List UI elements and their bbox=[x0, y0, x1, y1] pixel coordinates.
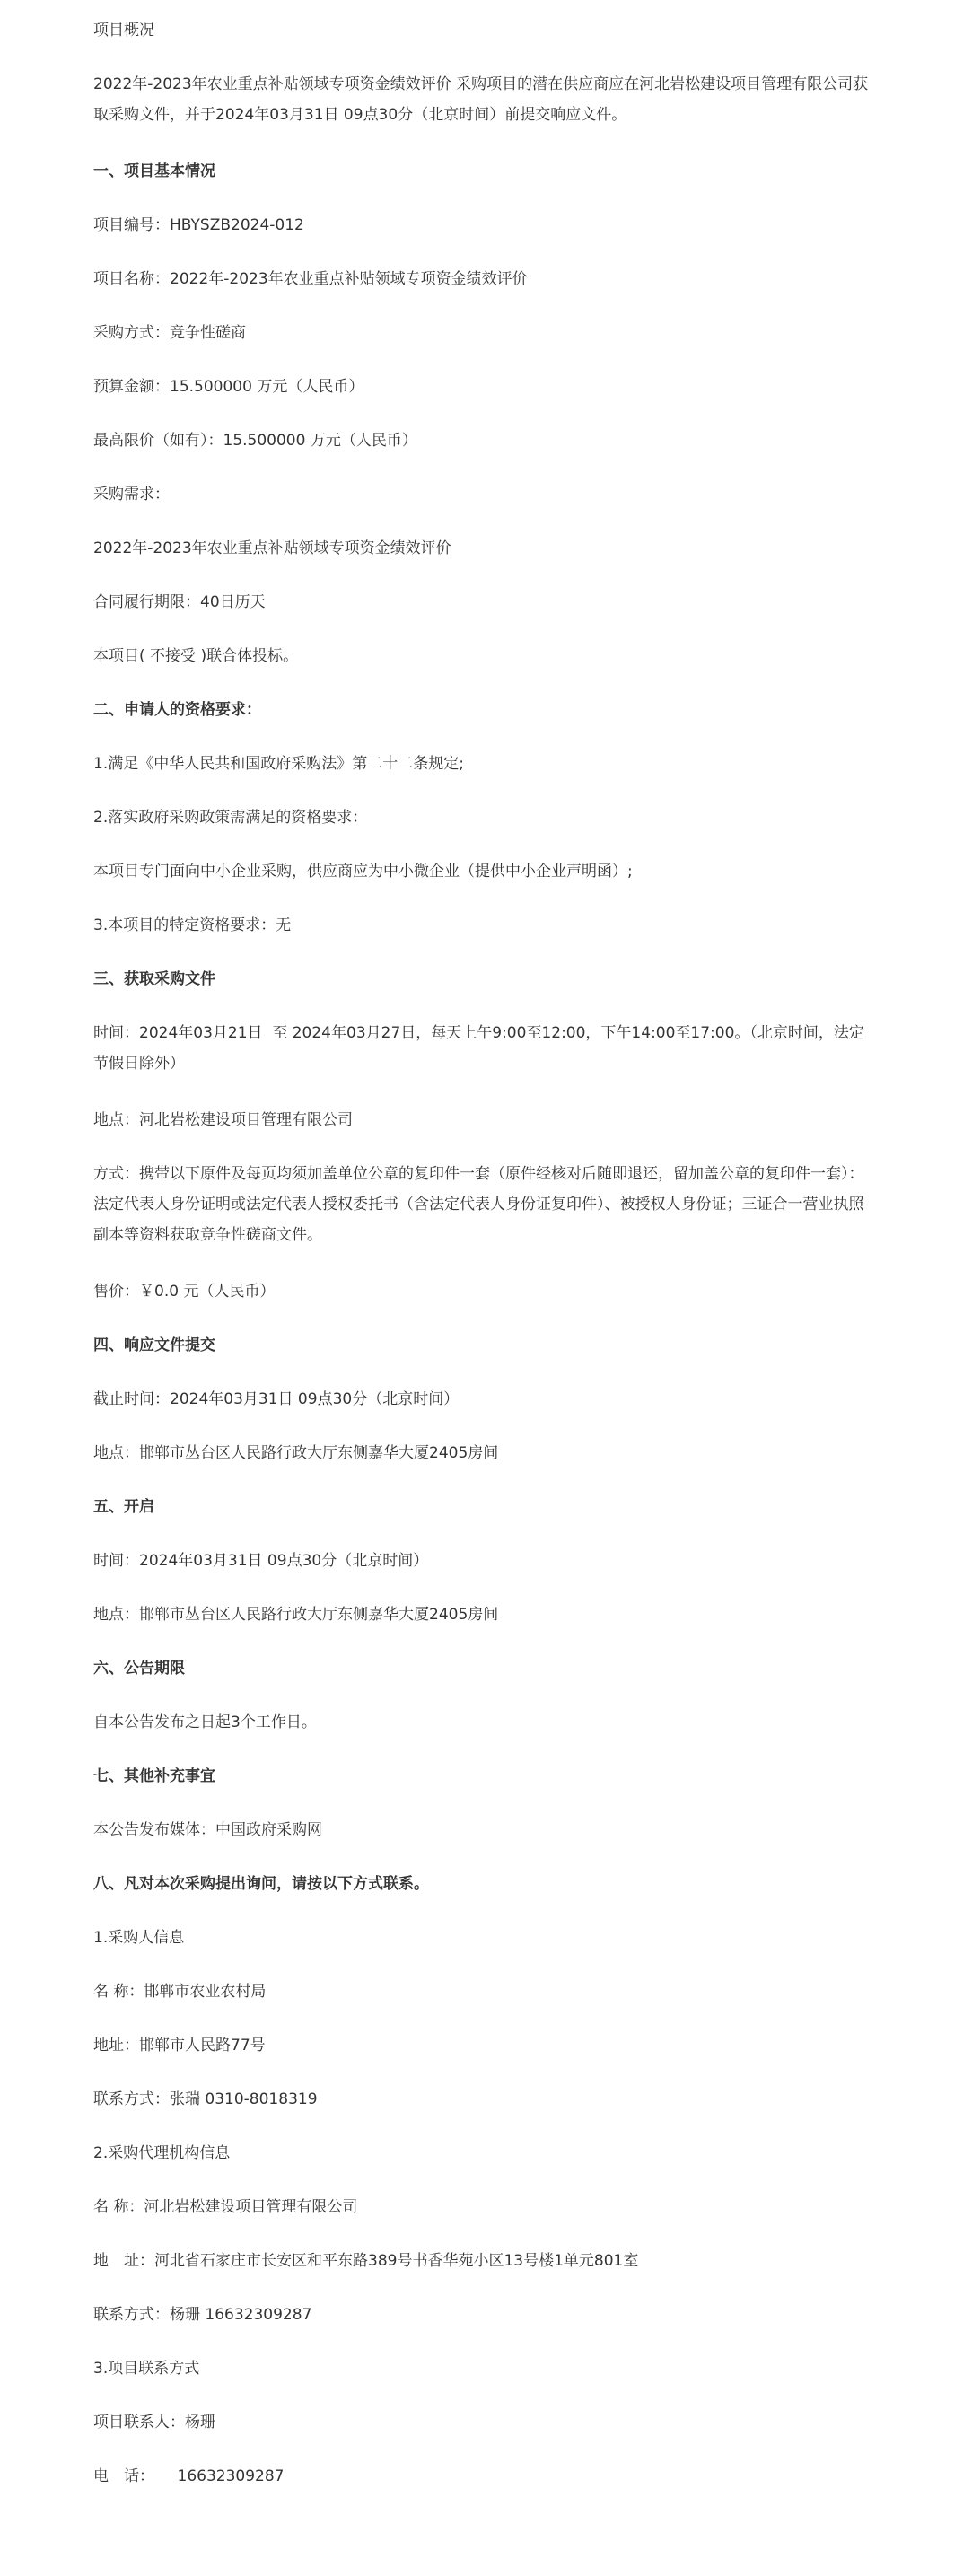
project-contact-title: 3.项目联系方式 bbox=[93, 2360, 200, 2378]
section-4-title: 四、响应文件提交 bbox=[93, 1336, 215, 1354]
section-7-title: 七、其他补充事宜 bbox=[93, 1767, 215, 1785]
submission-deadline: 截止时间：2024年03月31日 09点30分（北京时间） bbox=[93, 1390, 460, 1408]
intro-paragraph: 2022年-2023年农业重点补贴领域专项资金绩效评价 采购项目的潜在供应商应在河北岩松建设项目管理有限公司获取采购文件，并于2024年03月31日 09点30分（北京时间）前提交响应文件。 bbox=[93, 75, 869, 124]
qualification-2-detail: 本项目专门面向中小企业采购，供应商应为中小微企业（提供中小企业声明函）; bbox=[93, 863, 633, 881]
agency-contact: 联系方式：杨珊 16632309287 bbox=[93, 2306, 312, 2324]
publication-media: 本公告发布媒体：中国政府采购网 bbox=[93, 1821, 322, 1839]
section-3-title: 三、获取采购文件 bbox=[93, 970, 215, 988]
agency-name: 名 称：河北岩松建设项目管理有限公司 bbox=[93, 2198, 358, 2216]
obtain-place: 地点：河北岩松建设项目管理有限公司 bbox=[93, 1111, 353, 1129]
agency-address: 地 址：河北省石家庄市长安区和平东路389号书香华苑小区13号楼1单元801室 bbox=[93, 2252, 639, 2270]
purchaser-contact: 联系方式：张瑞 0310-8018319 bbox=[93, 2090, 318, 2108]
opening-place: 地点：邯郸市丛台区人民路行政大厅东侧嘉华大厦2405房间 bbox=[93, 1606, 499, 1624]
project-name: 项目名称：2022年-2023年农业重点补贴领域专项资金绩效评价 bbox=[93, 270, 528, 288]
qualification-3: 3.本项目的特定资格要求：无 bbox=[93, 916, 292, 934]
qualification-2: 2.落实政府采购政策需满足的资格要求： bbox=[93, 809, 368, 827]
submission-place: 地点：邯郸市丛台区人民路行政大厅东侧嘉华大厦2405房间 bbox=[93, 1444, 499, 1462]
section-1-title: 一、项目基本情况 bbox=[93, 162, 215, 180]
section-6-title: 六、公告期限 bbox=[93, 1660, 185, 1678]
section-8-title: 八、凡对本次采购提出询问，请按以下方式联系。 bbox=[93, 1875, 429, 1893]
purchaser-name: 名 称：邯郸市农业农村局 bbox=[93, 1983, 267, 2001]
notice-period: 自本公告发布之日起3个工作日。 bbox=[93, 1713, 317, 1731]
procurement-method: 采购方式：竞争性磋商 bbox=[93, 324, 246, 342]
section-5-title: 五、开启 bbox=[93, 1498, 154, 1516]
overview-label: 项目概况 bbox=[93, 22, 154, 39]
agency-info-title: 2.采购代理机构信息 bbox=[93, 2144, 231, 2162]
max-price: 最高限价（如有）：15.500000 万元（人民币） bbox=[93, 432, 417, 450]
opening-time: 时间：2024年03月31日 09点30分（北京时间） bbox=[93, 1552, 429, 1570]
document-price: 售价：￥0.0 元（人民币） bbox=[93, 1283, 276, 1301]
project-contact-phone: 电 话： 16632309287 bbox=[93, 2467, 285, 2485]
purchaser-info-title: 1.采购人信息 bbox=[93, 1929, 185, 1947]
project-contact-person: 项目联系人：杨珊 bbox=[93, 2414, 215, 2431]
budget-amount: 预算金额：15.500000 万元（人民币） bbox=[93, 378, 364, 396]
consortium-note: 本项目( 不接受 )联合体投标。 bbox=[93, 647, 299, 665]
qualification-1: 1.满足《中华人民共和国政府采购法》第二十二条规定; bbox=[93, 755, 464, 773]
demand-text: 2022年-2023年农业重点补贴领域专项资金绩效评价 bbox=[93, 539, 451, 557]
demand-label: 采购需求： bbox=[93, 486, 170, 504]
obtain-method: 方式：携带以下原件及每页均须加盖单位公章的复印件一套（原件经核对后随即退还，留加盖公章的复印件一套）：法定代表人身份证明或法定代表人授权委托书（含法定代表人身份证复印件）、被授权人身份证；三证合一营业执照副本等资料获取竞争性磋商文件。 bbox=[93, 1165, 864, 1244]
project-number: 项目编号：HBYSZB2024-012 bbox=[93, 216, 304, 234]
section-2-title: 二、申请人的资格要求： bbox=[93, 701, 261, 719]
obtain-time: 时间：2024年03月21日 至 2024年03月27日，每天上午9:00至12:00，下午14:00至17:00。（北京时间，法定节假日除外） bbox=[93, 1024, 864, 1073]
contract-period: 合同履行期限：40日历天 bbox=[93, 593, 266, 611]
purchaser-address: 地址：邯郸市人民路77号 bbox=[93, 2037, 266, 2055]
